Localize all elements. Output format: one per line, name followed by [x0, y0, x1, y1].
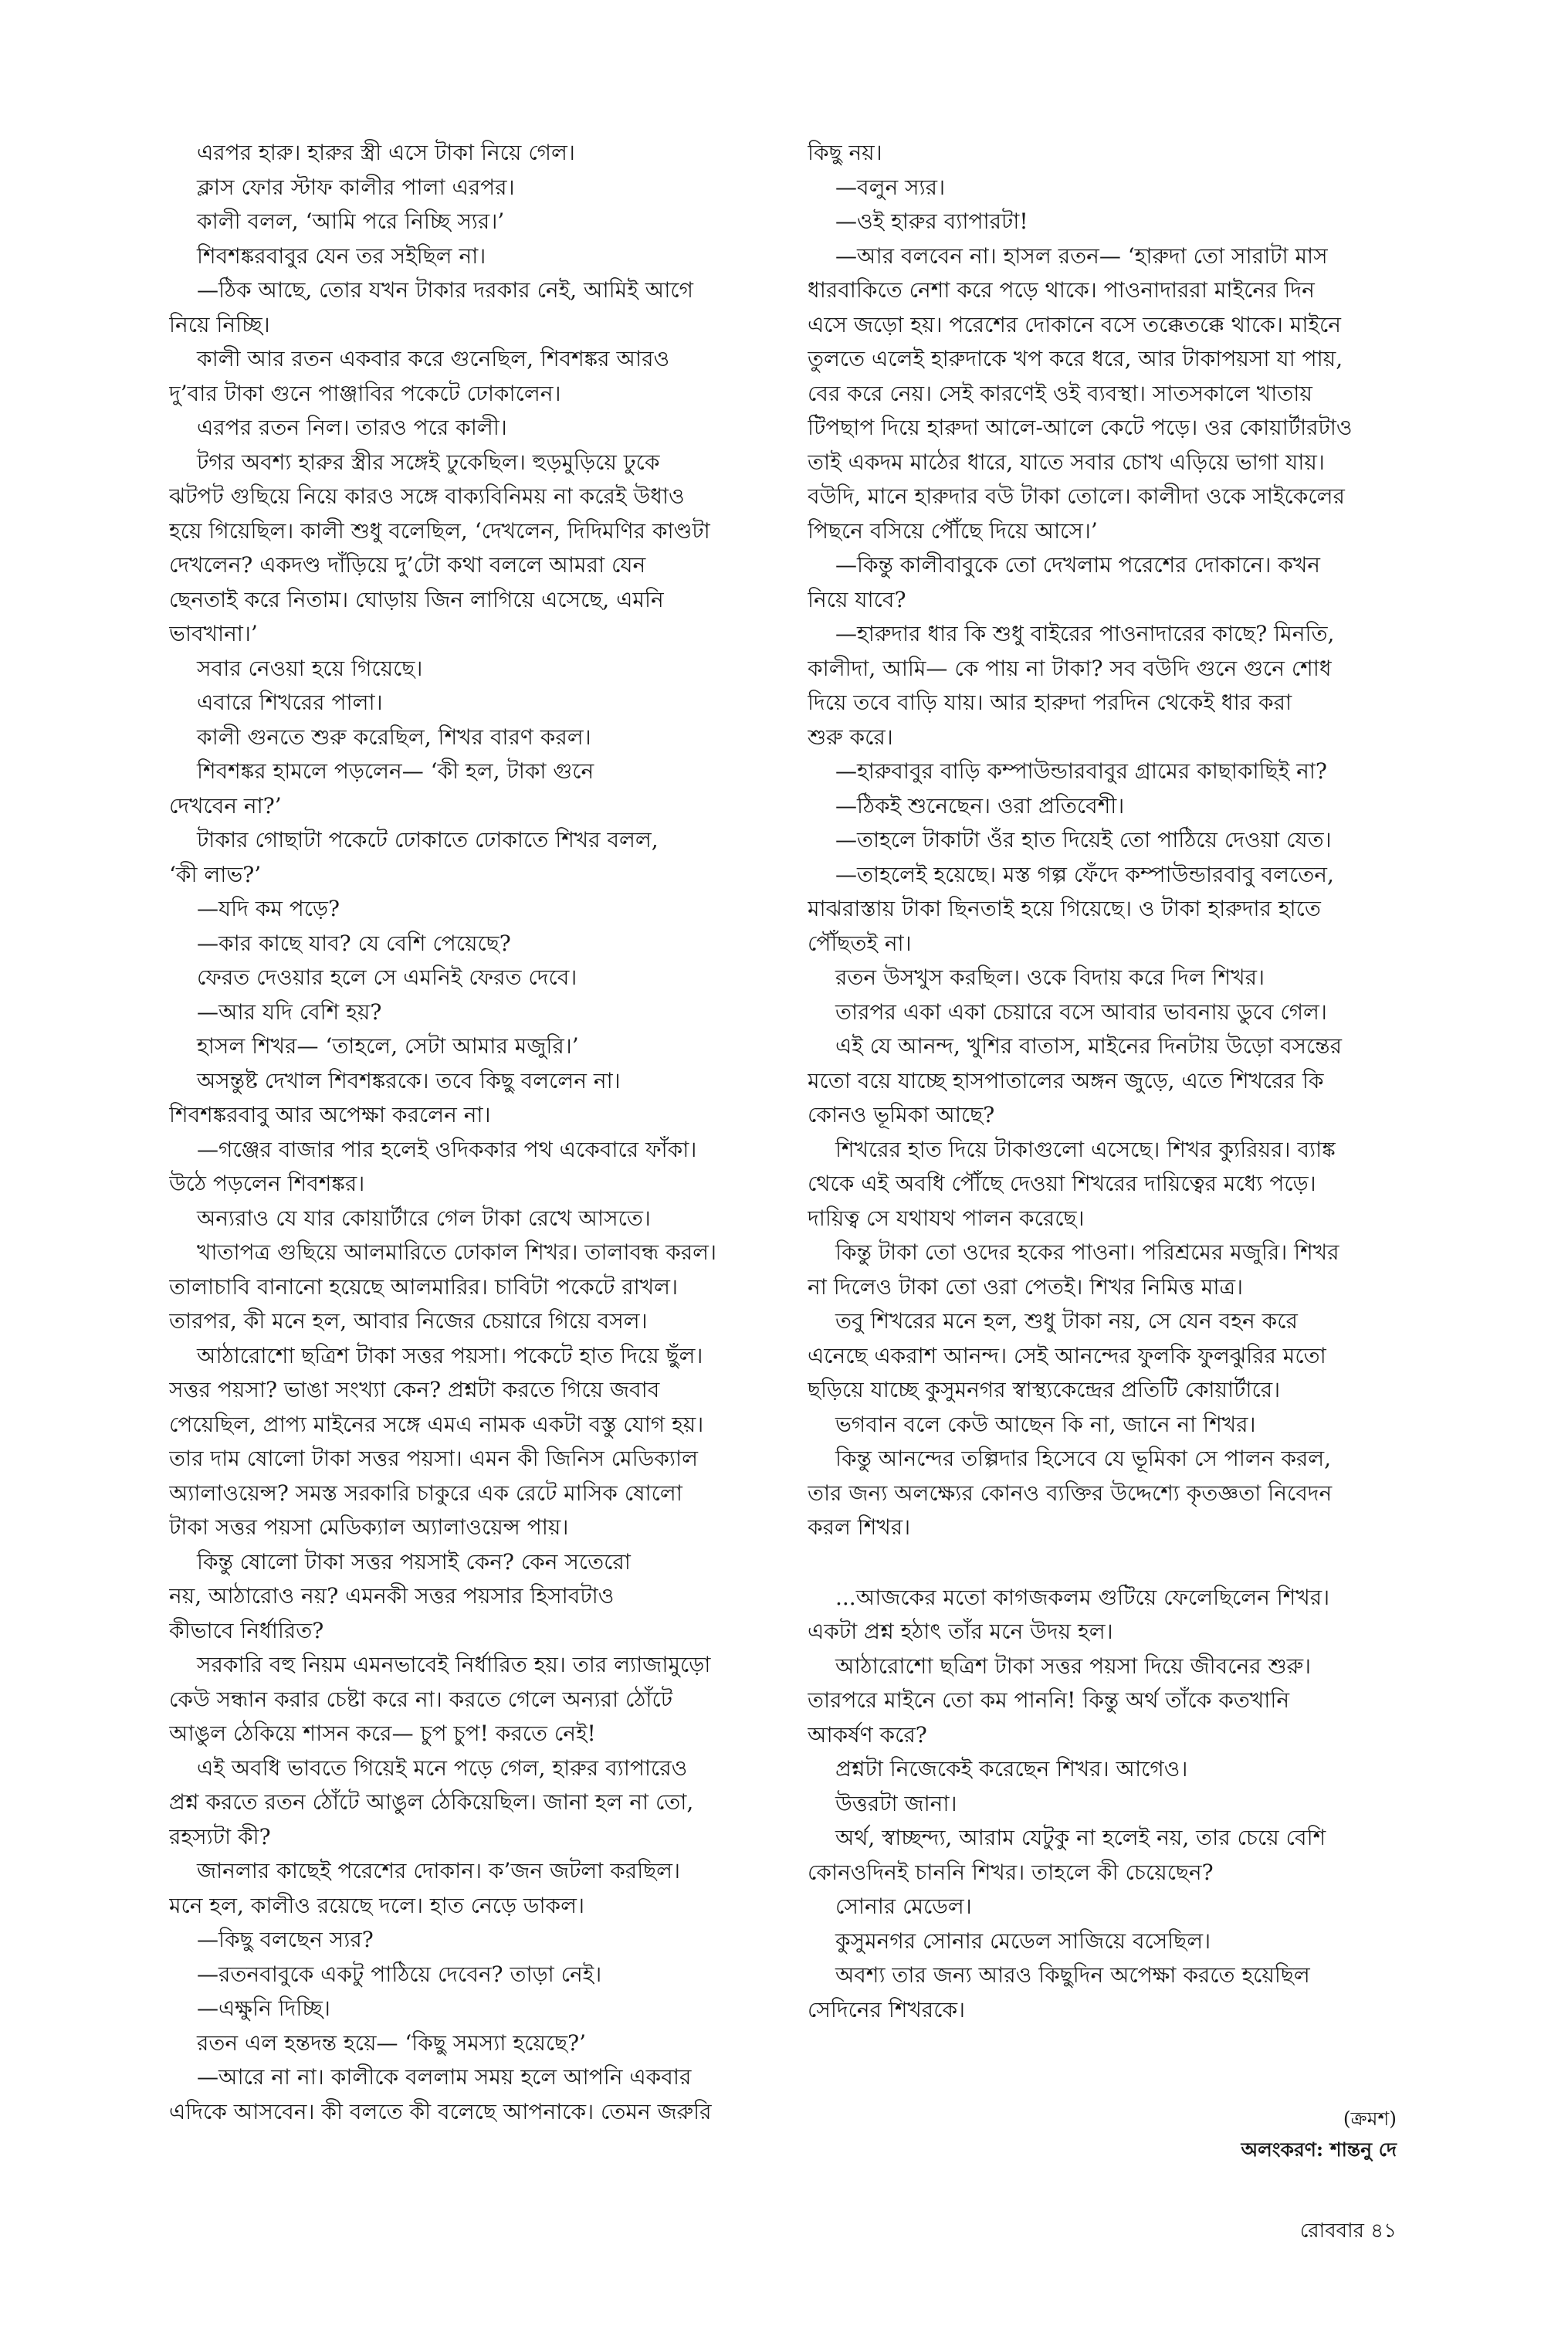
text-line: কালী বলল, ‘আমি পরে নিচ্ছি স্যর।’: [197, 209, 505, 234]
text-line: তবু শিখরের মনে হল, শুধু টাকা নয়, সে যেন বহন করে: [835, 1308, 1298, 1334]
text-line: নিয়ে নিচ্ছি।: [169, 311, 270, 337]
text-line: —বলুন স্যর।: [835, 174, 946, 200]
footer-credits: [1241, 2104, 1397, 2165]
text-line: —হারুবাবুর বাড়ি কম্পাউন্ডারবাবুর গ্রামের কাছাকাছিই না?: [835, 758, 1327, 784]
text-line: করল শিখর।: [808, 1514, 911, 1540]
text-line: —রতনবাবুকে একটু পাঠিয়ে দেবেন? তাড়া নেই।: [197, 1961, 602, 1987]
text-line: নিয়ে যাবে?: [808, 586, 906, 612]
text-line: কিছু নয়।: [808, 140, 882, 165]
text-line: টাকার গোছাটা পকেটে ঢোকাতে ঢোকাতে শিখর বলল,: [197, 827, 659, 853]
text-line: শিখরের হাত দিয়ে টাকাগুলো এসেছে। শিখর ক্যুরিয়র। ব্যাঙ্ক: [835, 1136, 1336, 1162]
text-line: প্রশ্ন করতে রতন ঠোঁটে আঙুল ঠেকিয়েছিল। জানা হল না তো,: [169, 1789, 694, 1815]
text-line: তালাচাবি বানানো হয়েছে আলমারির। চাবিটা পকেটে রাখল।: [169, 1273, 678, 1300]
text-line: সত্তর পয়সা? ভাঙা সংখ্যা কেন? প্রশ্নটা করতে গিয়ে জবাব: [169, 1377, 660, 1402]
text-line: রতন এল হন্তদন্ত হয়ে— ‘কিছু সমস্যা হয়েছে?’: [197, 2029, 586, 2056]
text-line: আঠারোশো ছত্রিশ টাকা সত্তর পয়সা। পকেটে হাত দিয়ে ছুঁল।: [197, 1342, 703, 1368]
text-line: কোনও ভূমিকা আছে?: [808, 1102, 995, 1127]
text-line: উত্তরটা জানা।: [835, 1790, 957, 1816]
text-line: ক্লাস ফোর স্টাফ কালীর পালা এরপর।: [197, 174, 515, 200]
text-line: —এক্ষুনি দিচ্ছি।: [197, 1995, 330, 2021]
text-line: কিন্তু আনন্দের তল্পিদার হিসেবে যে ভূমিকা সে পালন করল,: [835, 1446, 1332, 1471]
text-line: কালীদা, আমি— কে পায় না টাকা? সব বউদি গুনে গুনে শোধ: [808, 655, 1332, 681]
text-line: —গঞ্জের বাজার পার হলেই ওদিককার পথ একেবারে ফাঁকা।: [197, 1136, 697, 1162]
text-line: ‘কী লাভ?’: [169, 861, 262, 887]
text-line: ফেরত দেওয়ার হলে সে এমনিই ফেরত দেবে।: [197, 965, 577, 990]
text-line: প্রশ্নটা নিজেকেই করেছেন শিখর। আগেও।: [835, 1756, 1188, 1782]
text-line: বের করে নেয়। সেই কারণেই ওই ব্যবস্থা। সাতসকালে খাতায়: [808, 380, 1312, 406]
text-line: শিবশঙ্কর হামলে পড়লেন— ‘কী হল, টাকা গুনে: [197, 758, 594, 784]
text-line: অন্যরাও যে যার কোয়ার্টারে গেল টাকা রেখে আসতে।: [197, 1205, 651, 1231]
text-line: ভাবখানা।’: [169, 621, 258, 646]
text-line: ধারবাকিতে নেশা করে পড়ে থাকে। পাওনাদাররা মাইনের দিন: [808, 277, 1315, 303]
text-line: এদিকে আসবেন। কী বলতে কী বলেছে আপনাকে। তেমন জরুরি: [169, 2098, 712, 2124]
text-line: —আরে না না। কালীকে বললাম সময় হলে আপনি একবার: [197, 2064, 692, 2090]
text-line: সেদিনের শিখরকে।: [808, 1996, 966, 2023]
text-line: কিন্তু ষোলো টাকা সত্তর পয়সাই কেন? কেন সতেরো: [197, 1548, 631, 1575]
text-line: এবারে শিখরের পালা।: [197, 690, 383, 715]
page-folio: রোববার ৪১: [1299, 2219, 1397, 2243]
text-line: তারপরে মাইনে তো কম পাননি! কিন্তু অর্থ তাঁকে কতখানি: [808, 1687, 1290, 1713]
text-line: ভগবান বলে কেউ আছেন কি না, জানে না শিখর।: [835, 1411, 1256, 1437]
illustration-credit: অলংকরণ: শান্তনু দে: [1241, 2138, 1397, 2161]
text-line: শিবশঙ্করবাবুর যেন তর সইছিল না।: [197, 242, 486, 269]
text-line: ঝটপট গুছিয়ে নিয়ে কারও সঙ্গে বাক্যবিনিময় না করেই উধাও: [169, 483, 685, 509]
text-line: সোনার মেডেল।: [835, 1894, 972, 1919]
text-line: —কিন্তু কালীবাবুকে তো দেখলাম পরেশের দোকানে। কখন: [835, 552, 1320, 578]
text-line: শিবশঙ্করবাবু আর অপেক্ষা করলেন না।: [169, 1102, 491, 1127]
text-line: কেউ সন্ধান করার চেষ্টা করে না। করতে গেলে অন্যরা ঠোঁটে: [169, 1686, 672, 1712]
text-line: রতন উসখুস করছিল। ওকে বিদায় করে দিল শিখর।: [835, 965, 1265, 990]
text-line: জানলার কাছেই পরেশের দোকান। ক’জন জটলা করছিল।: [197, 1858, 681, 1884]
text-line: —তাহলেই হয়েছে। মস্ত গল্প ফেঁদে কম্পাউন্ডারবাবু বলতেন,: [835, 861, 1334, 887]
text-line: পেয়েছিল, প্রাপ্য মাইনের সঙ্গে এমএ নামক একটা বস্তু যোগ হয়।: [169, 1411, 704, 1437]
text-line: ...আজকের মতো কাগজকলম গুটিয়ে ফেলেছিলেন শিখর।: [835, 1584, 1330, 1610]
text-line: আকর্ষণ করে?: [808, 1721, 927, 1748]
text-line: টগর অবশ্য হারুর স্ত্রীর সঙ্গেই ঢুকেছিল। হুড়মুড়িয়ে ঢুকে: [197, 449, 660, 475]
text-line: দেখলেন? একদণ্ড দাঁড়িয়ে দু’টো কথা বললে আমরা যেন: [169, 552, 646, 578]
text-line: না দিলেও টাকা তো ওরা পেতই। শিখর নিমিত্ত মাত্র।: [808, 1273, 1244, 1300]
text-line: টিপছাপ দিয়ে হারুদা আলে-আলে কেটে পড়ে। ওর কোয়ার্টারটাও: [808, 415, 1353, 440]
text-line: দু’বার টাকা গুনে পাঞ্জাবির পকেটে ঢোকালেন।: [169, 380, 561, 406]
text-line: টাকা সত্তর পয়সা মেডিক্যাল অ্যালাওয়েন্স পায়।: [169, 1514, 569, 1540]
text-line: নয়, আঠারোও নয়? এমনকী সত্তর পয়সার হিসাবটাও: [169, 1583, 615, 1609]
text-line: ছেনতাই করে নিতাম। ঘোড়ায় জিন লাগিয়ে এসেছে, এমনি: [169, 586, 664, 612]
text-line: দায়িত্ব সে যথাযথ পালন করেছে।: [808, 1205, 1085, 1231]
text-line: —ওই হারুর ব্যাপারটা!: [835, 209, 1028, 234]
text-line: অ্যালাওয়েন্স? সমস্ত সরকারি চাকুরে এক রেটে মাসিক ষোলো: [169, 1480, 682, 1506]
text-line: —ঠিক আছে, তোর যখন টাকার দরকার নেই, আমিই আগে: [197, 277, 693, 303]
text-line: —আর যদি বেশি হয়?: [197, 999, 382, 1025]
text-line: —আর বলবেন না। হাসল রতন— ‘হারুদা তো সারাটা মাস: [835, 242, 1328, 269]
text-line: দিয়ে তবে বাড়ি যায়। আর হারুদা পরদিন থেকেই ধার করা: [808, 690, 1292, 715]
text-line: —কার কাছে যাব? যে বেশি পেয়েছে?: [197, 930, 511, 956]
text-line: এসে জড়ো হয়। পরেশের দোকানে বসে তক্কেতক্কে থাকে। মাইনে: [808, 311, 1341, 337]
text-line: কোনওদিনই চাননি শিখর। তাহলে কী চেয়েছেন?: [808, 1859, 1214, 1885]
text-line: অবশ্য তার জন্য আরও কিছুদিন অপেক্ষা করতে হয়েছিল: [835, 1962, 1310, 1988]
text-line: থেকে এই অবধি পৌঁছে দেওয়া শিখরের দায়িত্বের মধ্যে পড়ে।: [808, 1171, 1316, 1196]
text-line: শুরু করে।: [808, 724, 893, 750]
text-line: অর্থ, স্বাচ্ছন্দ্য, আরাম যেটুকু না হলেই নয়, তার চেয়ে বেশি: [835, 1825, 1326, 1850]
text-line: সরকারি বহু নিয়ম এমনভাবেই নির্ধারিত হয়। তার ল্যাজামুড়ো: [197, 1652, 711, 1677]
text-line: মতো বয়ে যাচ্ছে হাসপাতালের অঙ্গন জুড়ে, এতে শিখরের কি: [808, 1067, 1324, 1093]
continued-label: (ক্রমশ): [1343, 2107, 1397, 2130]
text-line: মনে হল, কালীও রয়েছে দলে। হাত নেড়ে ডাকল।: [169, 1892, 585, 1918]
section-break: [808, 1545, 1447, 1581]
text-line: একটা প্রশ্ন হঠাৎ তাঁর মনে উদয় হল।: [808, 1619, 1113, 1644]
story-column-left: [169, 136, 808, 2129]
text-line: —তাহলে টাকাটা ওঁর হাত দিয়েই তো পাঠিয়ে দেওয়া যেত।: [835, 827, 1332, 853]
text-line: সবার নেওয়া হয়ে গিয়েছে।: [197, 655, 423, 681]
text-line: অসন্তুষ্ট দেখাল শিবশঙ্করকে। তবে কিছু বললেন না।: [197, 1067, 621, 1093]
text-line: কালী আর রতন একবার করে গুনেছিল, শিবশঙ্কর আরও: [197, 346, 670, 371]
text-line: দেখবেন না?’: [169, 792, 282, 819]
text-line: এই যে আনন্দ, খুশির বাতাস, মাইনের দিনটায় উড়ো বসন্তের: [835, 1033, 1342, 1059]
text-line: এরপর রতন নিল। তারও পরে কালী।: [197, 415, 507, 440]
text-line: খাতাপত্র গুছিয়ে আলমারিতে ঢোকাল শিখর। তালাবন্ধ করল।: [197, 1239, 717, 1265]
text-line: তার দাম ষোলো টাকা সত্তর পয়সা। এমন কী জিনিস মেডিক্যাল: [169, 1446, 698, 1471]
text-line: —হারুদার ধার কি শুধু বাইরের পাওনাদারের কাছে? মিনতি,: [835, 621, 1335, 646]
text-line: কুসুমনগর সোনার মেডেল সাজিয়ে বসেছিল।: [835, 1928, 1211, 1954]
text-line: তার জন্য অলক্ষ্যের কোনও ব্যক্তির উদ্দেশ্যে কৃতজ্ঞতা নিবেদন: [808, 1480, 1333, 1506]
text-line: এই অবধি ভাবতে গিয়েই মনে পড়ে গেল, হারুর ব্যাপারেও: [197, 1755, 688, 1781]
story-column-right: [808, 136, 1447, 2027]
text-line: পিছনে বসিয়ে পৌঁছে দিয়ে আসে।’: [808, 517, 1098, 544]
text-line: —যদি কম পড়ে?: [197, 896, 340, 921]
text-line: এনেছে একরাশ আনন্দ। সেই আনন্দের ফুলকি ফুলঝুরির মতো: [808, 1342, 1326, 1368]
text-line: এরপর হারু। হারুর স্ত্রী এসে টাকা নিয়ে গেল।: [197, 140, 575, 165]
text-line: কালী গুনতে শুরু করেছিল, শিখর বারণ করল।: [197, 724, 591, 750]
text-line: বউদি, মানে হারুদার বউ টাকা তোলে। কালীদা ওকে সাইকেলের: [808, 483, 1345, 509]
text-line: আঠারোশো ছত্রিশ টাকা সত্তর পয়সা দিয়ে জীবনের শুরু।: [835, 1653, 1312, 1679]
text-line: —ঠিকই শুনেছেন। ওরা প্রতিবেশী।: [835, 792, 1125, 819]
text-line: মাঝরাস্তায় টাকা ছিনতাই হয়ে গিয়েছে। ও টাকা হারুদার হাতে: [808, 896, 1321, 921]
text-line: হাসল শিখর— ‘তাহলে, সেটা আমার মজুরি।’: [197, 1033, 579, 1059]
text-line: —কিছু বলছেন স্যর?: [197, 1927, 374, 1952]
text-line: উঠে পড়লেন শিবশঙ্কর।: [169, 1171, 365, 1196]
text-line: আঙুল ঠেকিয়ে শাসন করে— চুপ চুপ! করতে নেই!: [169, 1721, 596, 1746]
text-line: তাই একদম মাঠের ধারে, যাতে সবার চোখ এড়িয়ে ভাগা যায়।: [808, 449, 1325, 475]
text-line: পৌঁছতই না।: [808, 930, 912, 956]
text-line: তারপর, কী মনে হল, আবার নিজের চেয়ারে গিয়ে বসল।: [169, 1308, 648, 1334]
text-line: তুলতে এলেই হারুদাকে খপ করে ধরে, আর টাকাপয়সা যা পায়,: [808, 346, 1343, 371]
text-line: রহস্যটা কী?: [169, 1823, 271, 1850]
text-line: হয়ে গিয়েছিল। কালী শুধু বলেছিল, ‘দেখলেন, দিদিমণির কাণ্ডটা: [169, 517, 710, 544]
text-line: তারপর একা একা চেয়ারে বসে আবার ভাবনায় ডুবে গেল।: [835, 999, 1327, 1025]
text-line: কীভাবে নির্ধারিত?: [169, 1617, 324, 1643]
text-line: ছড়িয়ে যাচ্ছে কুসুমনগর স্বাস্থ্যকেন্দ্রের প্রতিটি কোয়ার্টারে।: [808, 1377, 1281, 1402]
text-line: কিন্তু টাকা তো ওদের হকের পাওনা। পরিশ্রমের মজুরি। শিখর: [835, 1239, 1339, 1265]
